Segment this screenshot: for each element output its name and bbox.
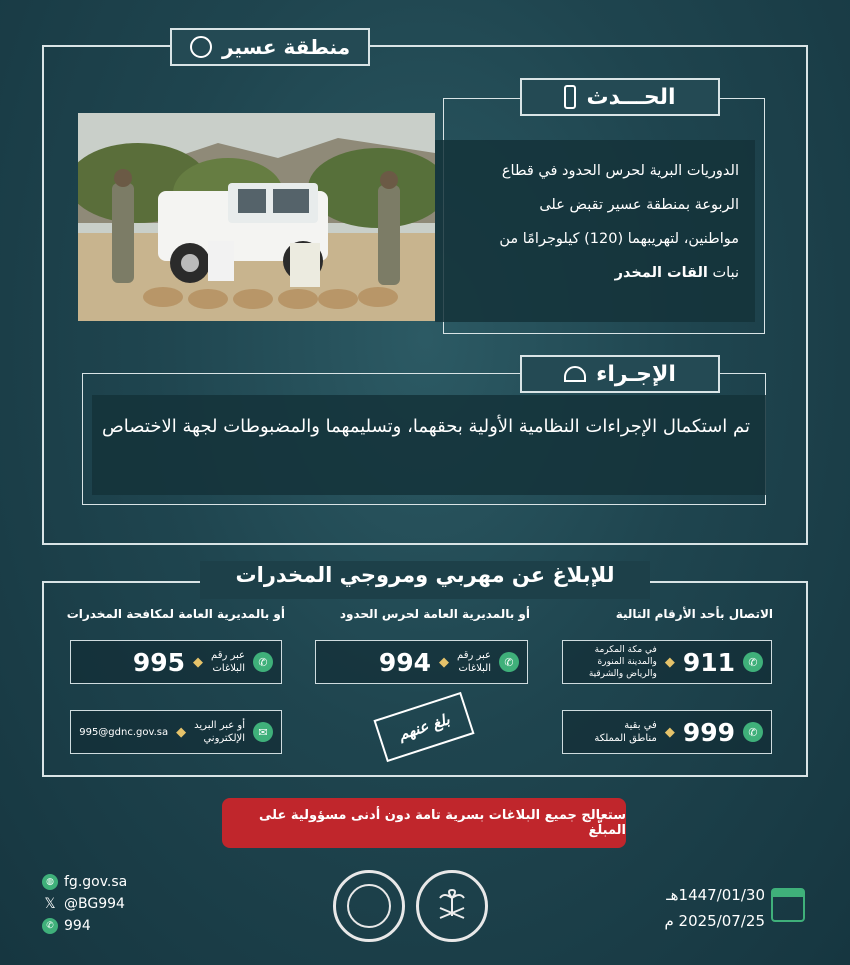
- hijri-date: 1447/01/30هـ: [666, 886, 765, 904]
- email-label: [194, 719, 245, 745]
- chevron-icon: ◆: [664, 724, 675, 740]
- hotline-994-label: [457, 649, 491, 675]
- website-text: fg.gov.sa: [64, 874, 128, 890]
- col-mid-header: أو بالمديرية العامة لحرس الحدود: [339, 607, 530, 621]
- email-icon: ✉: [253, 722, 273, 742]
- phone-icon: ✆: [743, 722, 763, 742]
- event-line-3: مواطنين، لتهريبهما (120) كيلوجرامًا من: [499, 231, 739, 247]
- event-title: الحـــدث: [586, 84, 676, 110]
- event-line-2: الربوعة بمنطقة عسير تقبض على: [539, 197, 739, 213]
- date-block: [620, 882, 765, 934]
- chevron-icon: ◆: [439, 654, 450, 670]
- globe-icon: ◍: [42, 874, 58, 890]
- action-text: تم استكمال الإجراءات النظامية الأولية بحقهما، وتسليمهما والمضبوطات لجهة الاختصاص: [102, 416, 750, 437]
- twitter-text: @BG994: [64, 896, 125, 912]
- calendar-icon: [771, 888, 805, 922]
- stamp-text: بلغ عنهم: [396, 710, 452, 744]
- hotline-911-number: 911: [682, 647, 735, 677]
- seizure-photo: [78, 113, 435, 321]
- search-map-icon: [190, 36, 212, 58]
- event-line-1: الدوريات البرية لحرس الحدود في قطاع: [501, 163, 739, 179]
- radio-icon: [564, 85, 576, 109]
- phone-icon: ✆: [253, 652, 273, 672]
- col-right-header: الاتصال بأحد الأرقام التالية: [615, 607, 773, 621]
- chevron-icon: ◆: [176, 724, 187, 740]
- alarm-light-icon: [564, 366, 586, 382]
- hotline-994-box[interactable]: [315, 640, 528, 684]
- hotline-994-l2: البلاغات: [458, 663, 491, 674]
- phone-icon: ✆: [42, 918, 58, 934]
- hotline-999-l2: مناطق المملكة: [594, 733, 657, 744]
- greg-date: 2025/07/25 م: [664, 912, 765, 930]
- event-text-panel: [435, 140, 755, 322]
- email-box[interactable]: [70, 710, 282, 754]
- hotline-995-label: [211, 649, 245, 675]
- hotline-995-l1: عبر رقم: [211, 650, 245, 661]
- website-link[interactable]: [42, 874, 182, 890]
- hotline-994-number: 994: [378, 647, 432, 677]
- hotline-911-l3: والرياض والشرقية: [588, 669, 657, 679]
- hotline-999-regions: [594, 719, 656, 745]
- hotline-911-box[interactable]: [562, 640, 772, 684]
- phone-icon: ✆: [743, 652, 763, 672]
- hotline-999-number: 999: [682, 717, 735, 747]
- hotline-911-l1: في مكة المكرمة: [594, 645, 657, 655]
- email-l2: الإلكتروني: [203, 733, 245, 744]
- hotline-994-l1: عبر رقم: [457, 650, 491, 661]
- region-title: منطقة عسير: [221, 35, 351, 59]
- footer-links: [42, 874, 182, 934]
- twitter-link[interactable]: [42, 896, 182, 912]
- email-l1: أو عبر البريد: [194, 720, 245, 731]
- hotline-999-box[interactable]: [562, 710, 772, 754]
- palm-swords-icon: [432, 886, 472, 926]
- region-tag: [170, 28, 370, 66]
- action-title: الإجـراء: [596, 361, 676, 387]
- chevron-icon: ◆: [193, 654, 204, 670]
- hotline-995-box[interactable]: [70, 640, 282, 684]
- ministry-emblem: [416, 870, 488, 942]
- confidentiality-banner: [222, 798, 626, 848]
- hotline-911-regions: [589, 644, 657, 680]
- event-line-4-prefix: نبات: [707, 265, 739, 281]
- chevron-icon: ◆: [664, 654, 675, 670]
- x-icon: 𝕏: [44, 896, 56, 912]
- border-guard-emblem: [333, 870, 405, 942]
- hotline-995-l2: البلاغات: [212, 663, 245, 674]
- hotline-995-number: 995: [132, 647, 186, 677]
- hotline-999-l1: في بقية: [624, 720, 657, 731]
- event-tag: [520, 78, 720, 116]
- banner-text: ستعالج جميع البلاغات بسرية تامة دون أدنى مسؤولية على المبلّغ: [259, 808, 626, 838]
- event-line-4: [445, 256, 739, 290]
- phone-text: 994: [64, 918, 91, 934]
- hotline-911-l2: والمدينة المنورة: [597, 657, 657, 667]
- action-tag: [520, 355, 720, 393]
- email-address[interactable]: 995@gdnc.gov.sa: [79, 726, 169, 738]
- phone-link[interactable]: [42, 918, 182, 934]
- phone-icon: ✆: [499, 652, 519, 672]
- event-line-4-bold: القات المخدر: [614, 265, 708, 281]
- report-title: للإبلاغ عن مهربي ومروجي المخدرات: [235, 563, 615, 587]
- col-left-header: أو بالمديرية العامة لمكافحة المخدرات: [66, 607, 285, 621]
